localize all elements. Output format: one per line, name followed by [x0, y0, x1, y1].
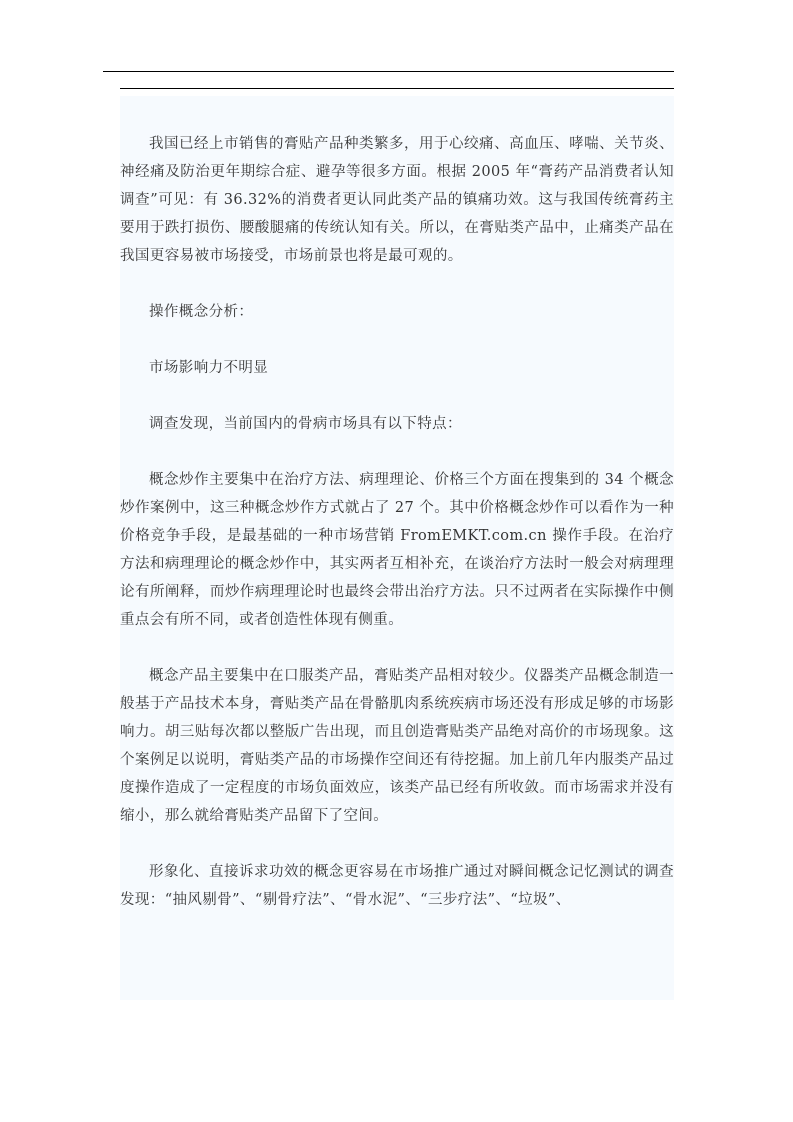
- content-top-rule: [120, 88, 674, 89]
- paragraph-concept-hype: 概念炒作主要集中在治疗方法、病理理论、价格三个方面在搜集到的 34 个概念炒作案例中，这三种概念炒作方式就占了 27 个。其中价格概念炒作可以看作为一种价格竞争手段，是最基础的一种市场营销 FromEMKT.com.cn 操作手段。在治疗方法和病理理论的概念炒作中，其实两者互相补充，在谈治疗方法时一般会对病理理论有所阐释，而炒作病理理论时也最终会带出治疗方法。只不过两者在实际操作中侧重点会有所不同，或者创造性体现有侧重。: [120, 472, 674, 628]
- paragraph-survey-intro: 调查发现，当前国内的骨病市场具有以下特点：: [149, 416, 462, 432]
- article-body: [120, 96, 674, 1000]
- paragraph-imagery-concepts: 形象化、直接诉求功效的概念更容易在市场推广通过对瞬间概念记忆测试的调查发现：“抽风剔骨”、“剔骨疗法”、“骨水泥”、“三步疗法”、“垃圾”、: [120, 864, 674, 908]
- paragraph-section-heading: 操作概念分析：: [149, 304, 254, 320]
- paragraph-subheading: 市场影响力不明显: [149, 360, 269, 376]
- paragraph-intro: 我国已经上市销售的膏贴产品种类繁多，用于心绞痛、高血压、哮喘、关节炎、神经痛及防治更年期综合症、避孕等很多方面。根据 2005 年“膏药产品消费者认知调查”可见：有 36.32%的消费者更认同此类产品的镇痛功效。这与我国传统膏药主要用于跌打损伤、腰酸腿痛的传统认知有关。所以，在膏贴类产品中，止痛类产品在我国更容易被市场接受，市场前景也将是最可观的。: [120, 136, 674, 264]
- header-rule: [103, 71, 674, 72]
- paragraph-concept-products: 概念产品主要集中在口服类产品，膏贴类产品相对较少。仪器类产品概念制造一般基于产品技术本身，膏贴类产品在骨骼肌肉系统疾病市场还没有形成足够的市场影响力。胡三贴每次都以整版广告出现，而且创造膏贴类产品绝对高价的市场现象。这个案例足以说明，膏贴类产品的市场操作空间还有待挖掘。加上前几年内服类产品过度操作造成了一定程度的市场负面效应，该类产品已经有所收敛。而市场需求并没有缩小，那么就给膏贴类产品留下了空间。: [120, 668, 674, 824]
